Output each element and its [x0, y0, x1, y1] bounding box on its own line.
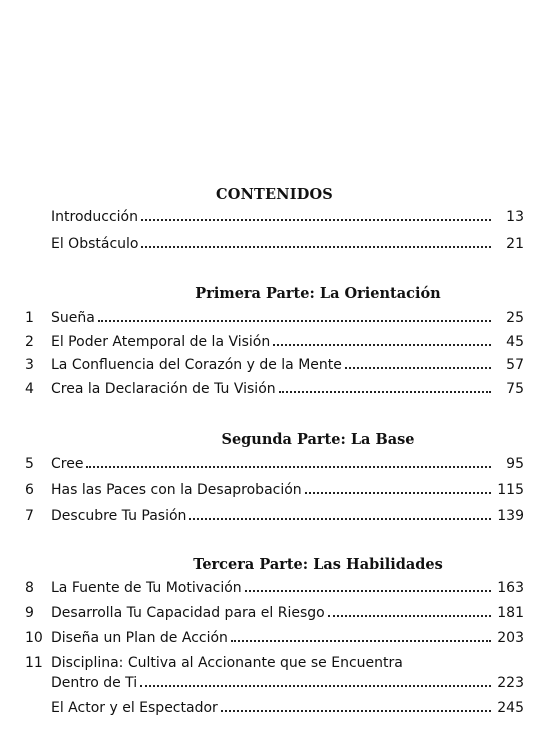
- dot-leader: [141, 219, 491, 221]
- entry-page-number: 45: [506, 334, 524, 350]
- toc-entry-8[interactable]: [0, 580, 549, 600]
- dot-leader: [328, 615, 491, 617]
- entry-number: 1: [25, 310, 34, 326]
- entry-label: Cree: [51, 456, 84, 472]
- entry-number: 10: [25, 630, 43, 646]
- entry-number: 8: [25, 580, 34, 596]
- toc-entry-1[interactable]: [0, 310, 549, 330]
- dot-leader: [86, 466, 491, 468]
- toc-entry-9[interactable]: [0, 605, 549, 625]
- dot-leader: [221, 710, 491, 712]
- dot-leader: [245, 590, 491, 592]
- entry-page-number: 245: [497, 700, 524, 716]
- toc-entry-6[interactable]: [0, 482, 549, 502]
- page-title: CONTENIDOS: [216, 186, 333, 203]
- entry-label: El Actor y el Espectador: [51, 700, 218, 716]
- entry-page-number: 57: [506, 357, 524, 373]
- toc-entry-5[interactable]: [0, 456, 549, 476]
- entry-page-number: 163: [497, 580, 524, 596]
- dot-leader: [140, 685, 491, 687]
- part-heading-1: Primera Parte: La Orientación: [195, 285, 441, 302]
- entry-label: Diseña un Plan de Acción: [51, 630, 228, 646]
- toc-entry-11[interactable]: [0, 655, 549, 695]
- entry-label-line1: Disciplina: Cultiva al Accionante que se Encuentra: [51, 655, 403, 671]
- entry-number: 7: [25, 508, 34, 524]
- entry-number: 3: [25, 357, 34, 373]
- entry-page-number: 21: [506, 236, 524, 252]
- dot-leader: [141, 246, 491, 248]
- entry-number: 11: [25, 655, 43, 671]
- entry-page-number: 13: [506, 209, 524, 225]
- entry-label: Crea la Declaración de Tu Visión: [51, 381, 276, 397]
- entry-number: 2: [25, 334, 34, 350]
- entry-label: Has las Paces con la Desaprobación: [51, 482, 302, 498]
- entry-label: Sueña: [51, 310, 95, 326]
- toc-entry-4[interactable]: [0, 381, 549, 401]
- entry-number: 4: [25, 381, 34, 397]
- entry-number: 9: [25, 605, 34, 621]
- entry-label: Introducción: [51, 209, 138, 225]
- entry-page-number: 75: [506, 381, 524, 397]
- entry-page-number: 25: [506, 310, 524, 326]
- dot-leader: [345, 367, 491, 369]
- entry-page-number: 181: [497, 605, 524, 621]
- entry-label: El Poder Atemporal de la Visión: [51, 334, 271, 350]
- toc-entry-el-obstaculo[interactable]: [0, 236, 549, 256]
- entry-page-number: 115: [497, 482, 524, 498]
- dot-leader: [273, 344, 491, 346]
- entry-page-number: 223: [497, 675, 524, 691]
- entry-label: La Confluencia del Corazón y de la Mente: [51, 357, 342, 373]
- part-heading-3: Tercera Parte: Las Habilidades: [193, 556, 443, 573]
- entry-number: 6: [25, 482, 34, 498]
- part-heading-2: Segunda Parte: La Base: [221, 431, 415, 448]
- toc-entry-10[interactable]: [0, 630, 549, 650]
- dot-leader: [189, 518, 491, 520]
- entry-label: Dentro de Ti: [51, 675, 138, 691]
- dot-leader: [98, 320, 491, 322]
- dot-leader: [305, 492, 491, 494]
- entry-label: Desarrolla Tu Capacidad para el Riesgo: [51, 605, 325, 621]
- toc-entry-introduccion[interactable]: [0, 209, 549, 229]
- toc-entry-7[interactable]: [0, 508, 549, 528]
- entry-label: El Obstáculo: [51, 236, 139, 252]
- dot-leader: [279, 391, 491, 393]
- entry-page-number: 203: [497, 630, 524, 646]
- toc-entry-el-actor[interactable]: [0, 700, 549, 720]
- toc-entry-2[interactable]: [0, 334, 549, 354]
- dot-leader: [231, 640, 491, 642]
- entry-page-number: 139: [497, 508, 524, 524]
- entry-number: 5: [25, 456, 34, 472]
- toc-entry-3[interactable]: [0, 357, 549, 377]
- entry-label: La Fuente de Tu Motivación: [51, 580, 242, 596]
- entry-page-number: 95: [506, 456, 524, 472]
- entry-label: Descubre Tu Pasión: [51, 508, 187, 524]
